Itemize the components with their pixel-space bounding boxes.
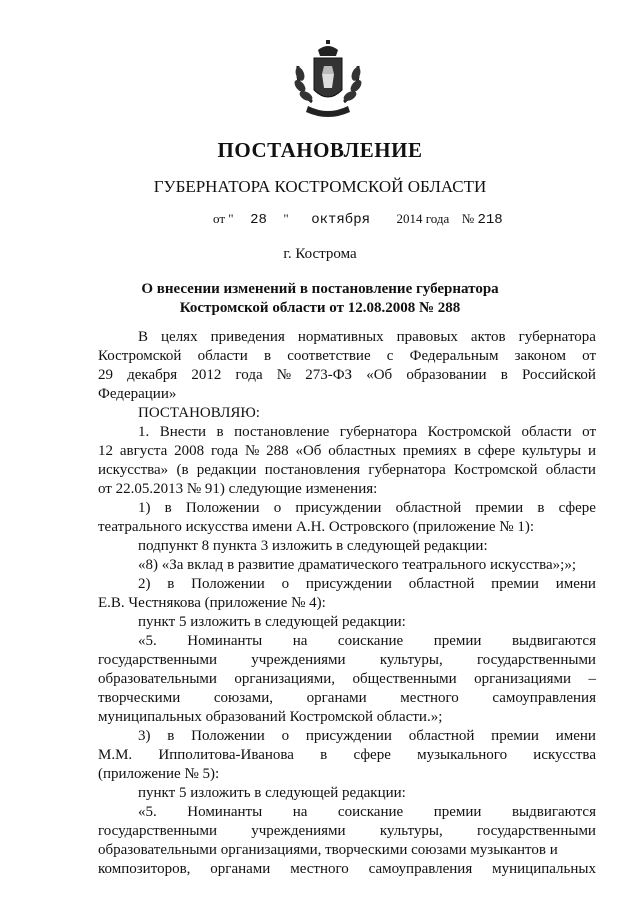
body-line — [98, 328, 596, 347]
body-word: учреждениями — [251, 823, 346, 839]
body-word: сфере — [353, 747, 391, 763]
body-word: государственными — [98, 823, 217, 839]
body-word: нормативных — [297, 329, 384, 345]
body-line — [98, 537, 596, 556]
body-line — [98, 708, 596, 727]
body-word: 288 — [266, 443, 289, 459]
body-line — [98, 860, 596, 879]
body-word: на — [292, 804, 308, 820]
issuer-subtitle: ГУБЕРНАТОРА КОСТРОМСКОЙ ОБЛАСТИ — [153, 177, 487, 196]
body-word: подпункт 8 пункта 3 изложить в следующей редакции: — [138, 538, 488, 554]
body-line — [98, 575, 596, 594]
body-word: 2012 — [191, 367, 222, 383]
body-word: области — [521, 424, 572, 440]
body-word: общественными — [352, 671, 457, 687]
body-word: в — [216, 424, 224, 440]
body-line — [98, 480, 596, 499]
body-word: о — [281, 728, 290, 744]
body-word: в — [320, 747, 328, 763]
body-word: учреждениями — [251, 652, 346, 668]
body-line — [98, 556, 596, 575]
body-word: Ипполитова-Иванова — [158, 747, 294, 763]
body-word: «5. — [138, 804, 157, 820]
body-word: Е.В. Честнякова (приложение № 4): — [98, 595, 326, 611]
body-word: присуждении — [295, 500, 382, 516]
body-word: Федеральным — [409, 348, 499, 364]
body-word: премии — [491, 576, 539, 592]
body-word: выдвигаются — [511, 633, 596, 649]
body-line — [98, 366, 596, 385]
body-word: творческими — [98, 690, 181, 706]
body-word: редакции — [196, 462, 257, 478]
body-word: премии — [475, 500, 524, 516]
body-line — [98, 385, 596, 404]
body-word: премии — [491, 728, 539, 744]
body-word: постановление — [234, 424, 330, 440]
body-word: о — [273, 500, 282, 516]
body-word: о — [281, 576, 290, 592]
body-word: в — [537, 500, 545, 516]
body-word: актов — [470, 329, 506, 345]
body-word: премии — [433, 633, 482, 649]
date-prefix: от " — [213, 211, 234, 226]
body-word: – — [588, 671, 596, 687]
body-word: культуры, — [379, 823, 443, 839]
body-word: образовательными — [98, 671, 217, 687]
body-line — [98, 594, 596, 613]
body-line — [98, 765, 596, 784]
body-word: музыкального — [417, 747, 508, 763]
body-word: Костромской — [454, 462, 538, 478]
date-line — [213, 211, 503, 228]
body-word: с — [386, 348, 394, 364]
number-label: № — [461, 211, 475, 226]
date-year: 2014 года — [396, 211, 450, 226]
body-word: областной — [395, 500, 462, 516]
body-word: от — [582, 348, 596, 364]
body-word: (приложение № 5): — [98, 766, 220, 782]
body-word: 1. — [138, 424, 150, 440]
body-line — [98, 670, 596, 689]
body-word: в — [164, 500, 172, 516]
body-word: «8) «За вклад в развитие драматического театрального искусства»;»; — [138, 557, 576, 573]
body-word: организациями — [474, 671, 572, 687]
body-word: культуры — [521, 443, 582, 459]
body-word: союзами, — [213, 690, 274, 706]
body-word: Номинанты — [187, 633, 263, 649]
body-word: премии — [433, 804, 482, 820]
body-word: от 22.05.2013 № 91) следующие изменения: — [98, 481, 378, 497]
body-word: присуждении — [305, 728, 392, 744]
body-word: 3) — [138, 728, 151, 744]
body-word: 2008 — [174, 443, 205, 459]
body-word: присуждении — [305, 576, 392, 592]
body-word: сфере — [558, 500, 596, 516]
body-word: премиях — [402, 443, 457, 459]
body-line — [98, 822, 596, 841]
body-word: области — [545, 462, 596, 478]
body-line — [98, 518, 596, 537]
body-word: государственными — [98, 652, 217, 668]
body-word: «Об — [295, 443, 322, 459]
body-word: соискание — [337, 633, 404, 649]
document-heading — [120, 280, 520, 318]
body-word: Российской — [521, 367, 596, 383]
body-word: ПОСТАНОВЛЯЮ: — [138, 405, 260, 421]
body-word: муниципальных — [492, 861, 596, 877]
body-word: пункт 5 изложить в следующей редакции: — [138, 614, 406, 630]
body-word: от — [582, 424, 596, 440]
body-word: в — [500, 367, 508, 383]
body-word: областных — [328, 443, 397, 459]
body-word: губернатора — [368, 462, 446, 478]
body-word: в — [263, 348, 272, 364]
body-word: Костромской — [98, 348, 182, 364]
body-word: образовании — [406, 367, 487, 383]
heading-line: Костромской области от 12.08.2008 № 288 — [179, 300, 461, 316]
body-word: № — [244, 443, 260, 459]
body-word: государственными — [476, 823, 596, 839]
body-line — [98, 784, 596, 803]
body-word: местного — [400, 690, 459, 706]
document-number: 218 — [477, 212, 503, 228]
body-word: года — [235, 367, 263, 383]
body-word: Положении — [191, 576, 265, 592]
body-line — [98, 499, 596, 518]
body-word: года — [210, 443, 239, 459]
body-line — [98, 651, 596, 670]
body-word: сфере — [477, 443, 516, 459]
body-word: самоуправления — [368, 861, 473, 877]
body-word: организациями, — [234, 671, 336, 687]
body-line — [98, 461, 596, 480]
heading-line: О внесении изменений в постановление губернатора — [141, 281, 499, 297]
body-word: имени — [555, 576, 596, 592]
body-line — [98, 746, 596, 765]
coat-of-arms-emblem — [278, 40, 378, 124]
body-line — [98, 841, 596, 860]
body-word: Положении — [191, 728, 265, 744]
body-word: Костромской — [427, 424, 512, 440]
body-word: законом — [514, 348, 566, 364]
body-word: соответствие — [287, 348, 371, 364]
body-word: образовательными организациями, творческими союзами музыкантов и — [98, 842, 558, 858]
body-word: постановления — [264, 462, 361, 478]
body-word: 1) — [138, 500, 151, 516]
body-word: губернатора — [339, 424, 418, 440]
body-word: приведения — [210, 329, 285, 345]
body-word: муниципальных образований Костромской области.»; — [98, 709, 443, 725]
city: г. Кострома — [283, 246, 357, 262]
body-line — [98, 347, 596, 366]
body-word: культуры, — [379, 652, 443, 668]
body-line — [98, 404, 596, 423]
body-line — [98, 727, 596, 746]
body-word: органами — [306, 690, 367, 706]
body-word: и — [587, 443, 596, 459]
body-word: губернатора — [518, 329, 596, 345]
body-line — [98, 442, 596, 461]
body-word: выдвигаются — [511, 804, 596, 820]
document-body — [98, 328, 596, 879]
body-word: областной — [408, 576, 475, 592]
body-word: пункт 5 изложить в следующей редакции: — [138, 785, 406, 801]
body-word: 273-ФЗ — [305, 367, 353, 383]
body-word: в — [463, 443, 471, 459]
body-word: на — [292, 633, 308, 649]
body-word: Положении — [185, 500, 260, 516]
body-word: государственными — [476, 652, 596, 668]
body-word: театрального искусства имени А.Н. Островского (приложение № 1): — [98, 519, 535, 535]
date-day: 28 — [250, 212, 267, 228]
body-word: М.М. — [98, 747, 133, 763]
body-word: 29 — [98, 367, 113, 383]
body-word: Федерации» — [98, 386, 177, 402]
date-month: октября — [311, 212, 371, 228]
body-word: в — [167, 576, 175, 592]
body-word: в — [167, 728, 175, 744]
body-word: Номинанты — [187, 804, 263, 820]
document-title: ПОСТАНОВЛЕНИЕ — [217, 138, 423, 162]
body-word: композиторов, — [98, 861, 191, 877]
body-word: 2) — [138, 576, 151, 592]
body-word: декабря — [127, 367, 178, 383]
body-word: области — [197, 348, 248, 364]
body-line — [98, 803, 596, 822]
body-word: органами — [210, 861, 271, 877]
body-word: искусства» — [98, 462, 169, 478]
body-word: «5. — [138, 633, 157, 649]
body-word: В — [138, 329, 149, 345]
body-line — [98, 689, 596, 708]
body-word: правовых — [396, 329, 458, 345]
body-word: местного — [290, 861, 349, 877]
body-word: целях — [161, 329, 198, 345]
body-word: соискание — [337, 804, 404, 820]
body-word: искусства — [533, 747, 596, 763]
body-line — [98, 632, 596, 651]
body-word: областной — [408, 728, 475, 744]
body-word: 12 — [98, 443, 113, 459]
date-quote-close: " — [283, 211, 289, 226]
body-word: Внести — [159, 424, 207, 440]
body-word: «Об — [366, 367, 393, 383]
body-word: августа — [119, 443, 168, 459]
body-word: № — [276, 367, 292, 383]
body-word: имени — [555, 728, 596, 744]
body-line — [98, 613, 596, 632]
body-line — [98, 423, 596, 442]
body-word: самоуправления — [492, 690, 596, 706]
body-word: (в — [176, 462, 189, 478]
